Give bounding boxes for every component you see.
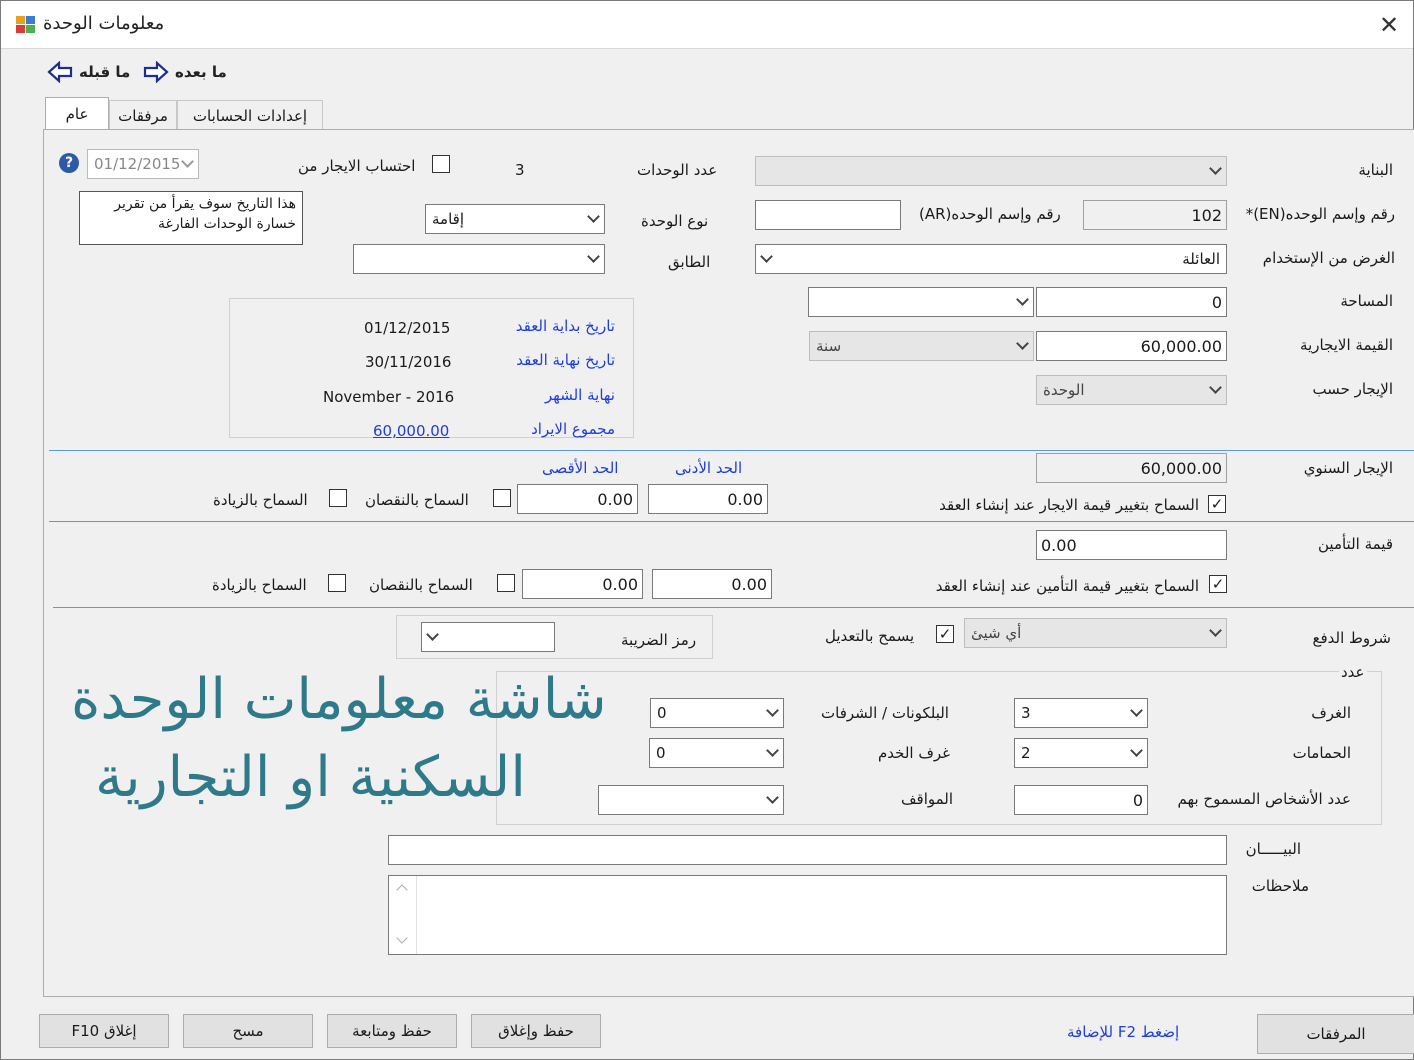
allow-edit-label: يسمح بالتعديل xyxy=(825,627,915,645)
unit-ar-label: رقم وإسم الوحده(AR) xyxy=(919,205,1061,223)
purpose-select[interactable] xyxy=(755,244,1227,274)
area-unit-select[interactable] xyxy=(808,287,1034,317)
scroll-down-icon[interactable] xyxy=(396,932,407,943)
save-close-button[interactable]: حفظ وإغلاق xyxy=(471,1014,601,1048)
purpose-label: الغرض من الإستخدام xyxy=(1262,249,1395,267)
calc-rent-checkbox[interactable] xyxy=(432,155,450,173)
app-icon xyxy=(15,14,37,34)
rent-value-label: القيمة الايجارية xyxy=(1300,336,1393,354)
balconies-select[interactable] xyxy=(650,698,784,728)
counts-group-label: عدد xyxy=(1341,663,1365,681)
arrow-right-icon xyxy=(143,61,169,83)
tab-general[interactable]: عام xyxy=(45,97,109,130)
revenue-total-link[interactable]: مجموع الايراد xyxy=(531,420,615,438)
statement-field[interactable] xyxy=(388,835,1227,865)
chevron-down-icon xyxy=(181,155,194,168)
bathrooms-value: 2 xyxy=(1021,744,1031,762)
arrow-left-icon xyxy=(47,61,73,83)
units-count-value: 3 xyxy=(515,161,525,179)
rent-min-field[interactable]: 0.00 xyxy=(648,484,768,514)
area-field[interactable]: 0 xyxy=(1036,287,1227,317)
balconies-label: البلكونات / الشرفات xyxy=(821,704,949,722)
rooms-select[interactable] xyxy=(1014,698,1148,728)
payment-terms-select[interactable] xyxy=(964,618,1227,648)
floor-select[interactable] xyxy=(353,244,605,274)
area-label: المساحة xyxy=(1340,292,1393,310)
watermark-line-1: شاشة معلومات الوحدة xyxy=(71,667,607,732)
payment-terms-label: شروط الدفع xyxy=(1312,629,1391,647)
allow-edit-checkbox[interactable]: ✓ xyxy=(936,625,954,643)
notes-textarea[interactable] xyxy=(388,875,1227,955)
contract-end-value: 30/11/2016 xyxy=(365,353,452,371)
rent-max-field[interactable]: 0.00 xyxy=(517,484,638,514)
rent-period-select[interactable] xyxy=(809,331,1034,361)
save-continue-button[interactable]: حفظ ومتابعة xyxy=(327,1014,457,1048)
rent-by-select[interactable] xyxy=(1036,375,1227,405)
chevron-down-icon xyxy=(1016,337,1029,350)
rent-allow-increase-label: السماح بالزيادة xyxy=(213,491,308,509)
service-rooms-label: غرف الخدم xyxy=(878,744,951,762)
notes-label: ملاحظات xyxy=(1251,877,1309,895)
contract-start-value: 01/12/2015 xyxy=(364,319,451,337)
parking-select[interactable] xyxy=(598,785,784,815)
divider xyxy=(49,521,1414,522)
chevron-down-icon xyxy=(1209,162,1222,175)
rent-allow-decrease-label: السماح بالنقصان xyxy=(365,491,469,509)
attachments-button[interactable]: المرفقات xyxy=(1257,1014,1414,1054)
notes-scrollbar[interactable] xyxy=(389,876,417,954)
chevron-down-icon xyxy=(1130,744,1143,757)
calc-rent-label: احتساب الايجار من xyxy=(298,157,416,175)
floor-label: الطابق xyxy=(668,253,711,271)
chevron-down-icon xyxy=(766,744,779,757)
next-button[interactable] xyxy=(143,59,227,85)
window-title: معلومات الوحدة xyxy=(43,13,165,34)
next-label: ما بعده xyxy=(175,63,227,81)
allow-insurance-change-label: السماح بتغيير قيمة التأمين عند إنشاء العقد xyxy=(935,577,1199,595)
f2-add-hint[interactable]: إضغط F2 للإضافة xyxy=(1067,1023,1180,1041)
min-label: الحد الأدنى xyxy=(675,459,743,477)
chevron-down-icon xyxy=(587,250,600,263)
statement-label: البيـــــان xyxy=(1245,840,1301,858)
contract-end-link[interactable]: تاريخ نهاية العقد xyxy=(516,351,615,369)
rooms-label: الغرف xyxy=(1311,704,1351,722)
help-icon[interactable]: ? xyxy=(59,153,79,173)
insurance-max-field[interactable]: 0.00 xyxy=(522,569,643,599)
units-count-label: عدد الوحدات xyxy=(637,161,718,179)
calc-date-value: 01/12/2015 xyxy=(94,155,181,173)
calc-date-picker[interactable] xyxy=(87,149,199,179)
unit-type-label: نوع الوحدة xyxy=(641,212,709,230)
building-label: البناية xyxy=(1358,161,1393,179)
service-rooms-select[interactable] xyxy=(649,738,784,768)
purpose-value: العائلة xyxy=(1182,250,1220,268)
chevron-down-icon xyxy=(1209,381,1222,394)
chevron-down-icon xyxy=(760,250,773,263)
building-select[interactable] xyxy=(755,156,1227,186)
month-end-link[interactable]: نهاية الشهر xyxy=(545,386,615,404)
insurance-allow-increase-label: السماح بالزيادة xyxy=(212,576,307,594)
tax-code-label: رمز الضريبة xyxy=(621,631,697,649)
unit-type-value: إقامة xyxy=(432,210,464,228)
max-label: الحد الأقصى xyxy=(542,459,619,477)
rent-period-value: سنة xyxy=(816,337,842,355)
persons-label: عدد الأشخاص المسموح بهم xyxy=(1177,790,1351,808)
chevron-down-icon xyxy=(1209,624,1222,637)
payment-terms-value: أي شيئ xyxy=(971,624,1022,642)
previous-button[interactable] xyxy=(47,59,130,85)
rooms-value: 3 xyxy=(1021,704,1031,722)
divider xyxy=(53,607,1414,608)
close-f10-button[interactable]: إغلاق F10 xyxy=(39,1014,169,1048)
insurance-allow-increase-checkbox[interactable] xyxy=(328,574,346,592)
bathrooms-label: الحمامات xyxy=(1292,744,1351,762)
clear-button[interactable]: مسح xyxy=(183,1014,313,1048)
insurance-label: قيمة التأمين xyxy=(1318,535,1393,553)
title-bar xyxy=(1,1,1413,49)
tab-account-settings[interactable]: إعدادات الحسابات xyxy=(177,100,323,130)
unit-en-label: رقم وإسم الوحده(EN)* xyxy=(1245,205,1395,223)
rent-value-field[interactable]: 60,000.00 xyxy=(1036,331,1227,361)
rent-allow-increase-checkbox[interactable] xyxy=(329,489,347,507)
chevron-down-icon xyxy=(1016,293,1029,306)
allow-rent-change-checkbox[interactable]: ✓ xyxy=(1208,495,1226,513)
service-rooms-value: 0 xyxy=(656,744,666,762)
allow-insurance-change-checkbox[interactable]: ✓ xyxy=(1209,575,1227,593)
divider xyxy=(49,450,1414,451)
chevron-down-icon xyxy=(587,210,600,223)
previous-label: ما قبله xyxy=(79,63,131,81)
insurance-min-field[interactable]: 0.00 xyxy=(652,569,772,599)
revenue-total-value[interactable]: 60,000.00 xyxy=(373,422,450,440)
unit-ar-field[interactable] xyxy=(755,200,901,230)
rent-allow-decrease-checkbox[interactable] xyxy=(493,489,511,507)
allow-rent-change-label: السماح بتغيير قيمة الايجار عند إنشاء العقد xyxy=(939,496,1199,514)
rent-by-label: الإيجار حسب xyxy=(1312,380,1393,398)
watermark-line-2: السكنية او التجارية xyxy=(95,745,526,810)
unit-en-field[interactable]: 102 xyxy=(1083,200,1227,230)
insurance-allow-decrease-checkbox[interactable] xyxy=(497,574,515,592)
annual-rent-label: الإيجار السنوي xyxy=(1303,459,1393,477)
close-icon[interactable]: ✕ xyxy=(1378,11,1400,39)
insurance-field[interactable]: 0.00 xyxy=(1036,530,1227,560)
tab-attachments[interactable]: مرفقات xyxy=(109,100,177,130)
chevron-down-icon xyxy=(766,704,779,717)
scroll-up-icon[interactable] xyxy=(396,884,407,895)
parking-label: المواقف xyxy=(901,790,954,808)
balconies-value: 0 xyxy=(657,704,667,722)
help-note: هذا التاريخ سوف يقرأ من تقرير خسارة الوحدات الفارغة xyxy=(79,191,303,245)
chevron-down-icon xyxy=(426,628,439,641)
month-end-value: November - 2016 xyxy=(323,388,455,406)
bathrooms-select[interactable] xyxy=(1014,738,1148,768)
unit-type-select[interactable] xyxy=(425,204,605,234)
contract-start-link[interactable]: تاريخ بداية العقد xyxy=(515,317,615,335)
insurance-allow-decrease-label: السماح بالنقصان xyxy=(369,576,473,594)
chevron-down-icon xyxy=(766,791,779,804)
annual-rent-field[interactable]: 60,000.00 xyxy=(1036,453,1227,483)
chevron-down-icon xyxy=(1130,704,1143,717)
tax-code-select[interactable] xyxy=(421,622,555,652)
rent-by-value: الوحدة xyxy=(1043,381,1085,399)
persons-field[interactable]: 0 xyxy=(1014,785,1148,815)
